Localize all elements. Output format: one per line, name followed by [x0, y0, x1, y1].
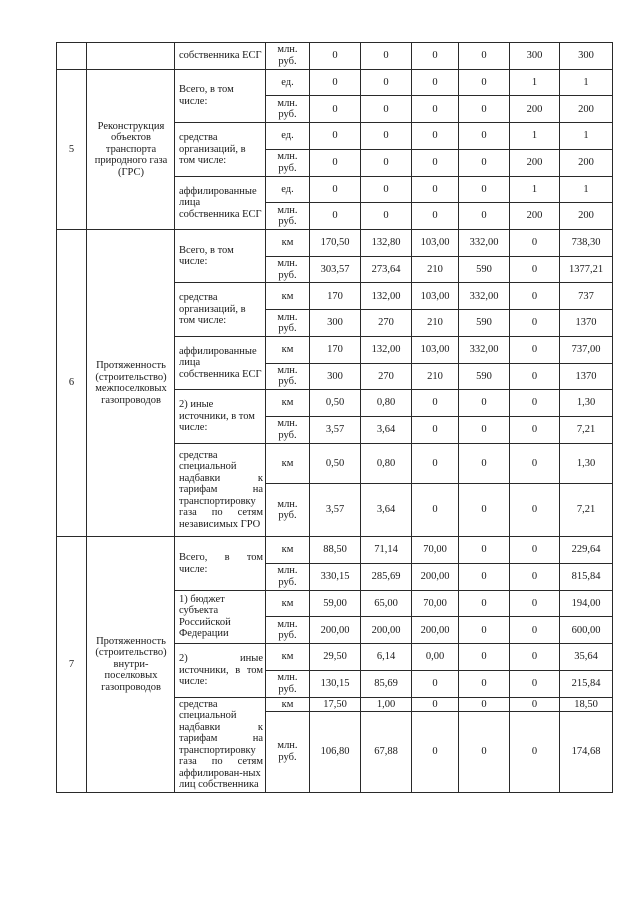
value-cell: 130,15: [310, 670, 361, 697]
value-cell: 0: [459, 96, 510, 123]
value-cell: 0: [510, 617, 560, 644]
indicator-label: аффилированные лица собственника ЕСГ: [175, 176, 266, 229]
value-cell: 303,57: [310, 256, 361, 283]
value-cell: 106,80: [310, 712, 361, 793]
value-cell: 59,00: [310, 590, 361, 617]
value-cell: 332,00: [459, 336, 510, 363]
value-cell: 300: [310, 363, 361, 390]
value-cell: 0: [510, 310, 560, 337]
unit-cell: ед.: [266, 176, 310, 203]
value-cell: 6,14: [361, 644, 412, 671]
value-cell: 229,64: [560, 537, 613, 564]
value-cell: 132,00: [361, 336, 412, 363]
table-row: [57, 69, 613, 82]
value-cell: 0: [412, 670, 459, 697]
indicator-label: собственника ЕСГ: [175, 43, 266, 70]
value-cell: 270: [361, 310, 412, 337]
value-cell: 200,00: [361, 617, 412, 644]
value-cell: 300: [560, 43, 613, 70]
value-cell: 0: [412, 712, 459, 793]
value-cell: 0: [412, 176, 459, 203]
value-cell: 0: [510, 336, 560, 363]
value-cell: 273,64: [361, 256, 412, 283]
value-cell: 0: [412, 69, 459, 96]
section-title: Протяженность (строительство) межпоселковых газопроводов: [87, 230, 175, 537]
value-cell: 103,00: [412, 336, 459, 363]
unit-cell: млн. руб.: [266, 617, 310, 644]
value-cell: 0: [510, 230, 560, 257]
value-cell: 70,00: [412, 537, 459, 564]
value-cell: 0: [510, 390, 560, 417]
value-cell: 1,00: [361, 697, 412, 712]
value-cell: 1: [560, 176, 613, 203]
value-cell: 1370: [560, 363, 613, 390]
budget-table: [56, 42, 613, 793]
value-cell: 65,00: [361, 590, 412, 617]
value-cell: 29,50: [310, 644, 361, 671]
value-cell: 0: [510, 590, 560, 617]
value-cell: 0: [361, 69, 412, 96]
section-title: Реконструкция объектов транспорта природного газа (ГРС): [87, 69, 175, 229]
unit-cell: ед.: [266, 69, 310, 96]
unit-cell: км: [266, 590, 310, 617]
value-cell: 0: [510, 256, 560, 283]
value-cell: 200: [510, 203, 560, 230]
value-cell: 1,30: [560, 443, 613, 483]
value-cell: 3,57: [310, 483, 361, 536]
value-cell: 200: [560, 203, 613, 230]
value-cell: 590: [459, 310, 510, 337]
unit-cell: млн. руб.: [266, 483, 310, 536]
value-cell: 0: [412, 43, 459, 70]
value-cell: 1370: [560, 310, 613, 337]
value-cell: 200,00: [412, 564, 459, 591]
section-title: [87, 43, 175, 70]
value-cell: 0: [510, 483, 560, 536]
value-cell: 200: [560, 96, 613, 123]
value-cell: 0: [412, 149, 459, 176]
value-cell: 210: [412, 363, 459, 390]
value-cell: 590: [459, 363, 510, 390]
unit-cell: млн. руб.: [266, 256, 310, 283]
value-cell: 1377,21: [560, 256, 613, 283]
value-cell: 18,50: [560, 697, 613, 712]
value-cell: 0: [412, 96, 459, 123]
value-cell: 70,00: [412, 590, 459, 617]
unit-cell: млн. руб.: [266, 149, 310, 176]
value-cell: 0: [412, 390, 459, 417]
value-cell: 0: [459, 564, 510, 591]
value-cell: 0: [459, 417, 510, 444]
unit-cell: млн. руб.: [266, 96, 310, 123]
value-cell: 737,00: [560, 336, 613, 363]
value-cell: 0: [412, 483, 459, 536]
unit-cell: км: [266, 443, 310, 483]
value-cell: 200,00: [412, 617, 459, 644]
unit-cell: млн. руб.: [266, 43, 310, 70]
indicator-label: средства организаций, в том числе:: [175, 123, 266, 176]
unit-cell: км: [266, 644, 310, 671]
value-cell: 200: [560, 149, 613, 176]
indicator-label: средства специальной надбавки к тарифам на транспортировку газа по сетям независимых ГРО: [175, 443, 266, 537]
value-cell: 0: [510, 644, 560, 671]
indicator-label: Всего, в том числе:: [175, 537, 266, 590]
value-cell: 0: [412, 417, 459, 444]
value-cell: 0: [459, 390, 510, 417]
table-row: [57, 230, 613, 243]
value-cell: 0: [412, 123, 459, 150]
unit-cell: млн. руб.: [266, 417, 310, 444]
indicator-label: Всего, в том числе:: [175, 69, 266, 122]
value-cell: 67,88: [361, 712, 412, 793]
value-cell: 0: [459, 644, 510, 671]
value-cell: 1: [510, 123, 560, 150]
value-cell: 0: [459, 712, 510, 793]
value-cell: 0: [310, 43, 361, 70]
table-row: [57, 43, 613, 56]
value-cell: 0: [412, 697, 459, 712]
value-cell: 0: [510, 363, 560, 390]
value-cell: 285,69: [361, 564, 412, 591]
value-cell: 200: [510, 96, 560, 123]
value-cell: 3,64: [361, 483, 412, 536]
value-cell: 132,80: [361, 230, 412, 257]
unit-cell: млн. руб.: [266, 564, 310, 591]
value-cell: 0,80: [361, 443, 412, 483]
unit-cell: км: [266, 390, 310, 417]
unit-cell: млн. руб.: [266, 670, 310, 697]
value-cell: 0: [361, 203, 412, 230]
value-cell: 590: [459, 256, 510, 283]
section-number: 5: [57, 69, 87, 229]
value-cell: 200,00: [310, 617, 361, 644]
value-cell: 0: [459, 443, 510, 483]
indicator-label: аффилированные лица собственника ЕСГ: [175, 336, 266, 389]
value-cell: 0: [361, 176, 412, 203]
section-number: 7: [57, 537, 87, 792]
value-cell: 737: [560, 283, 613, 310]
indicator-label: средства специальной надбавки к тарифам на транспортировку газа по сетям аффилирован-ных лиц собственника: [175, 697, 266, 792]
indicator-label: 2) иные источники, в том числе:: [175, 390, 266, 443]
unit-cell: км: [266, 697, 310, 712]
value-cell: 0: [310, 96, 361, 123]
value-cell: 0: [510, 537, 560, 564]
value-cell: 0: [510, 443, 560, 483]
value-cell: 0,00: [412, 644, 459, 671]
value-cell: 270: [361, 363, 412, 390]
value-cell: 0,80: [361, 390, 412, 417]
value-cell: 215,84: [560, 670, 613, 697]
value-cell: 300: [510, 43, 560, 70]
value-cell: 170: [310, 336, 361, 363]
value-cell: 0: [361, 149, 412, 176]
indicator-label: Всего, в том числе:: [175, 230, 266, 283]
value-cell: 1: [510, 69, 560, 96]
unit-cell: км: [266, 283, 310, 310]
value-cell: 0,50: [310, 443, 361, 483]
value-cell: 0: [310, 149, 361, 176]
value-cell: 0: [459, 537, 510, 564]
unit-cell: км: [266, 537, 310, 564]
value-cell: 0: [310, 176, 361, 203]
value-cell: 0: [310, 203, 361, 230]
unit-cell: млн. руб.: [266, 712, 310, 793]
section-number: 6: [57, 230, 87, 537]
unit-cell: км: [266, 336, 310, 363]
value-cell: 0,50: [310, 390, 361, 417]
value-cell: 35,64: [560, 644, 613, 671]
value-cell: 1,30: [560, 390, 613, 417]
value-cell: 170,50: [310, 230, 361, 257]
value-cell: 0: [459, 43, 510, 70]
value-cell: 0: [510, 712, 560, 793]
value-cell: 330,15: [310, 564, 361, 591]
value-cell: 0: [361, 123, 412, 150]
value-cell: 300: [310, 310, 361, 337]
value-cell: 0: [412, 203, 459, 230]
value-cell: 0: [459, 617, 510, 644]
value-cell: 332,00: [459, 230, 510, 257]
value-cell: 88,50: [310, 537, 361, 564]
value-cell: 0: [361, 96, 412, 123]
value-cell: 600,00: [560, 617, 613, 644]
value-cell: 210: [412, 256, 459, 283]
unit-cell: ед.: [266, 123, 310, 150]
table-row: [57, 537, 613, 550]
value-cell: 132,00: [361, 283, 412, 310]
value-cell: 738,30: [560, 230, 613, 257]
value-cell: 3,57: [310, 417, 361, 444]
table-body: [57, 43, 613, 793]
value-cell: 0: [310, 69, 361, 96]
unit-cell: млн. руб.: [266, 310, 310, 337]
value-cell: 174,68: [560, 712, 613, 793]
value-cell: 0: [459, 123, 510, 150]
value-cell: 1: [560, 69, 613, 96]
value-cell: 7,21: [560, 417, 613, 444]
value-cell: 0: [510, 417, 560, 444]
value-cell: 7,21: [560, 483, 613, 536]
value-cell: 0: [459, 69, 510, 96]
value-cell: 0: [510, 697, 560, 712]
value-cell: 0: [510, 283, 560, 310]
value-cell: 103,00: [412, 283, 459, 310]
indicator-label: средства организаций, в том числе:: [175, 283, 266, 336]
value-cell: 0: [459, 670, 510, 697]
value-cell: 0: [510, 670, 560, 697]
unit-cell: млн. руб.: [266, 363, 310, 390]
value-cell: 0: [361, 43, 412, 70]
value-cell: 0: [459, 203, 510, 230]
indicator-label: 1) бюджет субъекта Российской Федерации: [175, 590, 266, 643]
value-cell: 17,50: [310, 697, 361, 712]
value-cell: 332,00: [459, 283, 510, 310]
value-cell: 0: [459, 590, 510, 617]
value-cell: 3,64: [361, 417, 412, 444]
value-cell: 0: [459, 483, 510, 536]
value-cell: 1: [510, 176, 560, 203]
value-cell: 0: [459, 697, 510, 712]
value-cell: 71,14: [361, 537, 412, 564]
value-cell: 194,00: [560, 590, 613, 617]
indicator-label: 2) иные источники, в том числе:: [175, 644, 266, 697]
value-cell: 815,84: [560, 564, 613, 591]
value-cell: 200: [510, 149, 560, 176]
value-cell: 0: [310, 123, 361, 150]
section-title: Протяженность (строительство) внутри-поселковых газопроводов: [87, 537, 175, 792]
value-cell: 0: [510, 564, 560, 591]
value-cell: 1: [560, 123, 613, 150]
unit-cell: км: [266, 230, 310, 257]
unit-cell: млн. руб.: [266, 203, 310, 230]
value-cell: 85,69: [361, 670, 412, 697]
value-cell: 0: [459, 149, 510, 176]
value-cell: 103,00: [412, 230, 459, 257]
section-number: [57, 43, 87, 70]
value-cell: 0: [459, 176, 510, 203]
value-cell: 210: [412, 310, 459, 337]
value-cell: 0: [412, 443, 459, 483]
value-cell: 170: [310, 283, 361, 310]
